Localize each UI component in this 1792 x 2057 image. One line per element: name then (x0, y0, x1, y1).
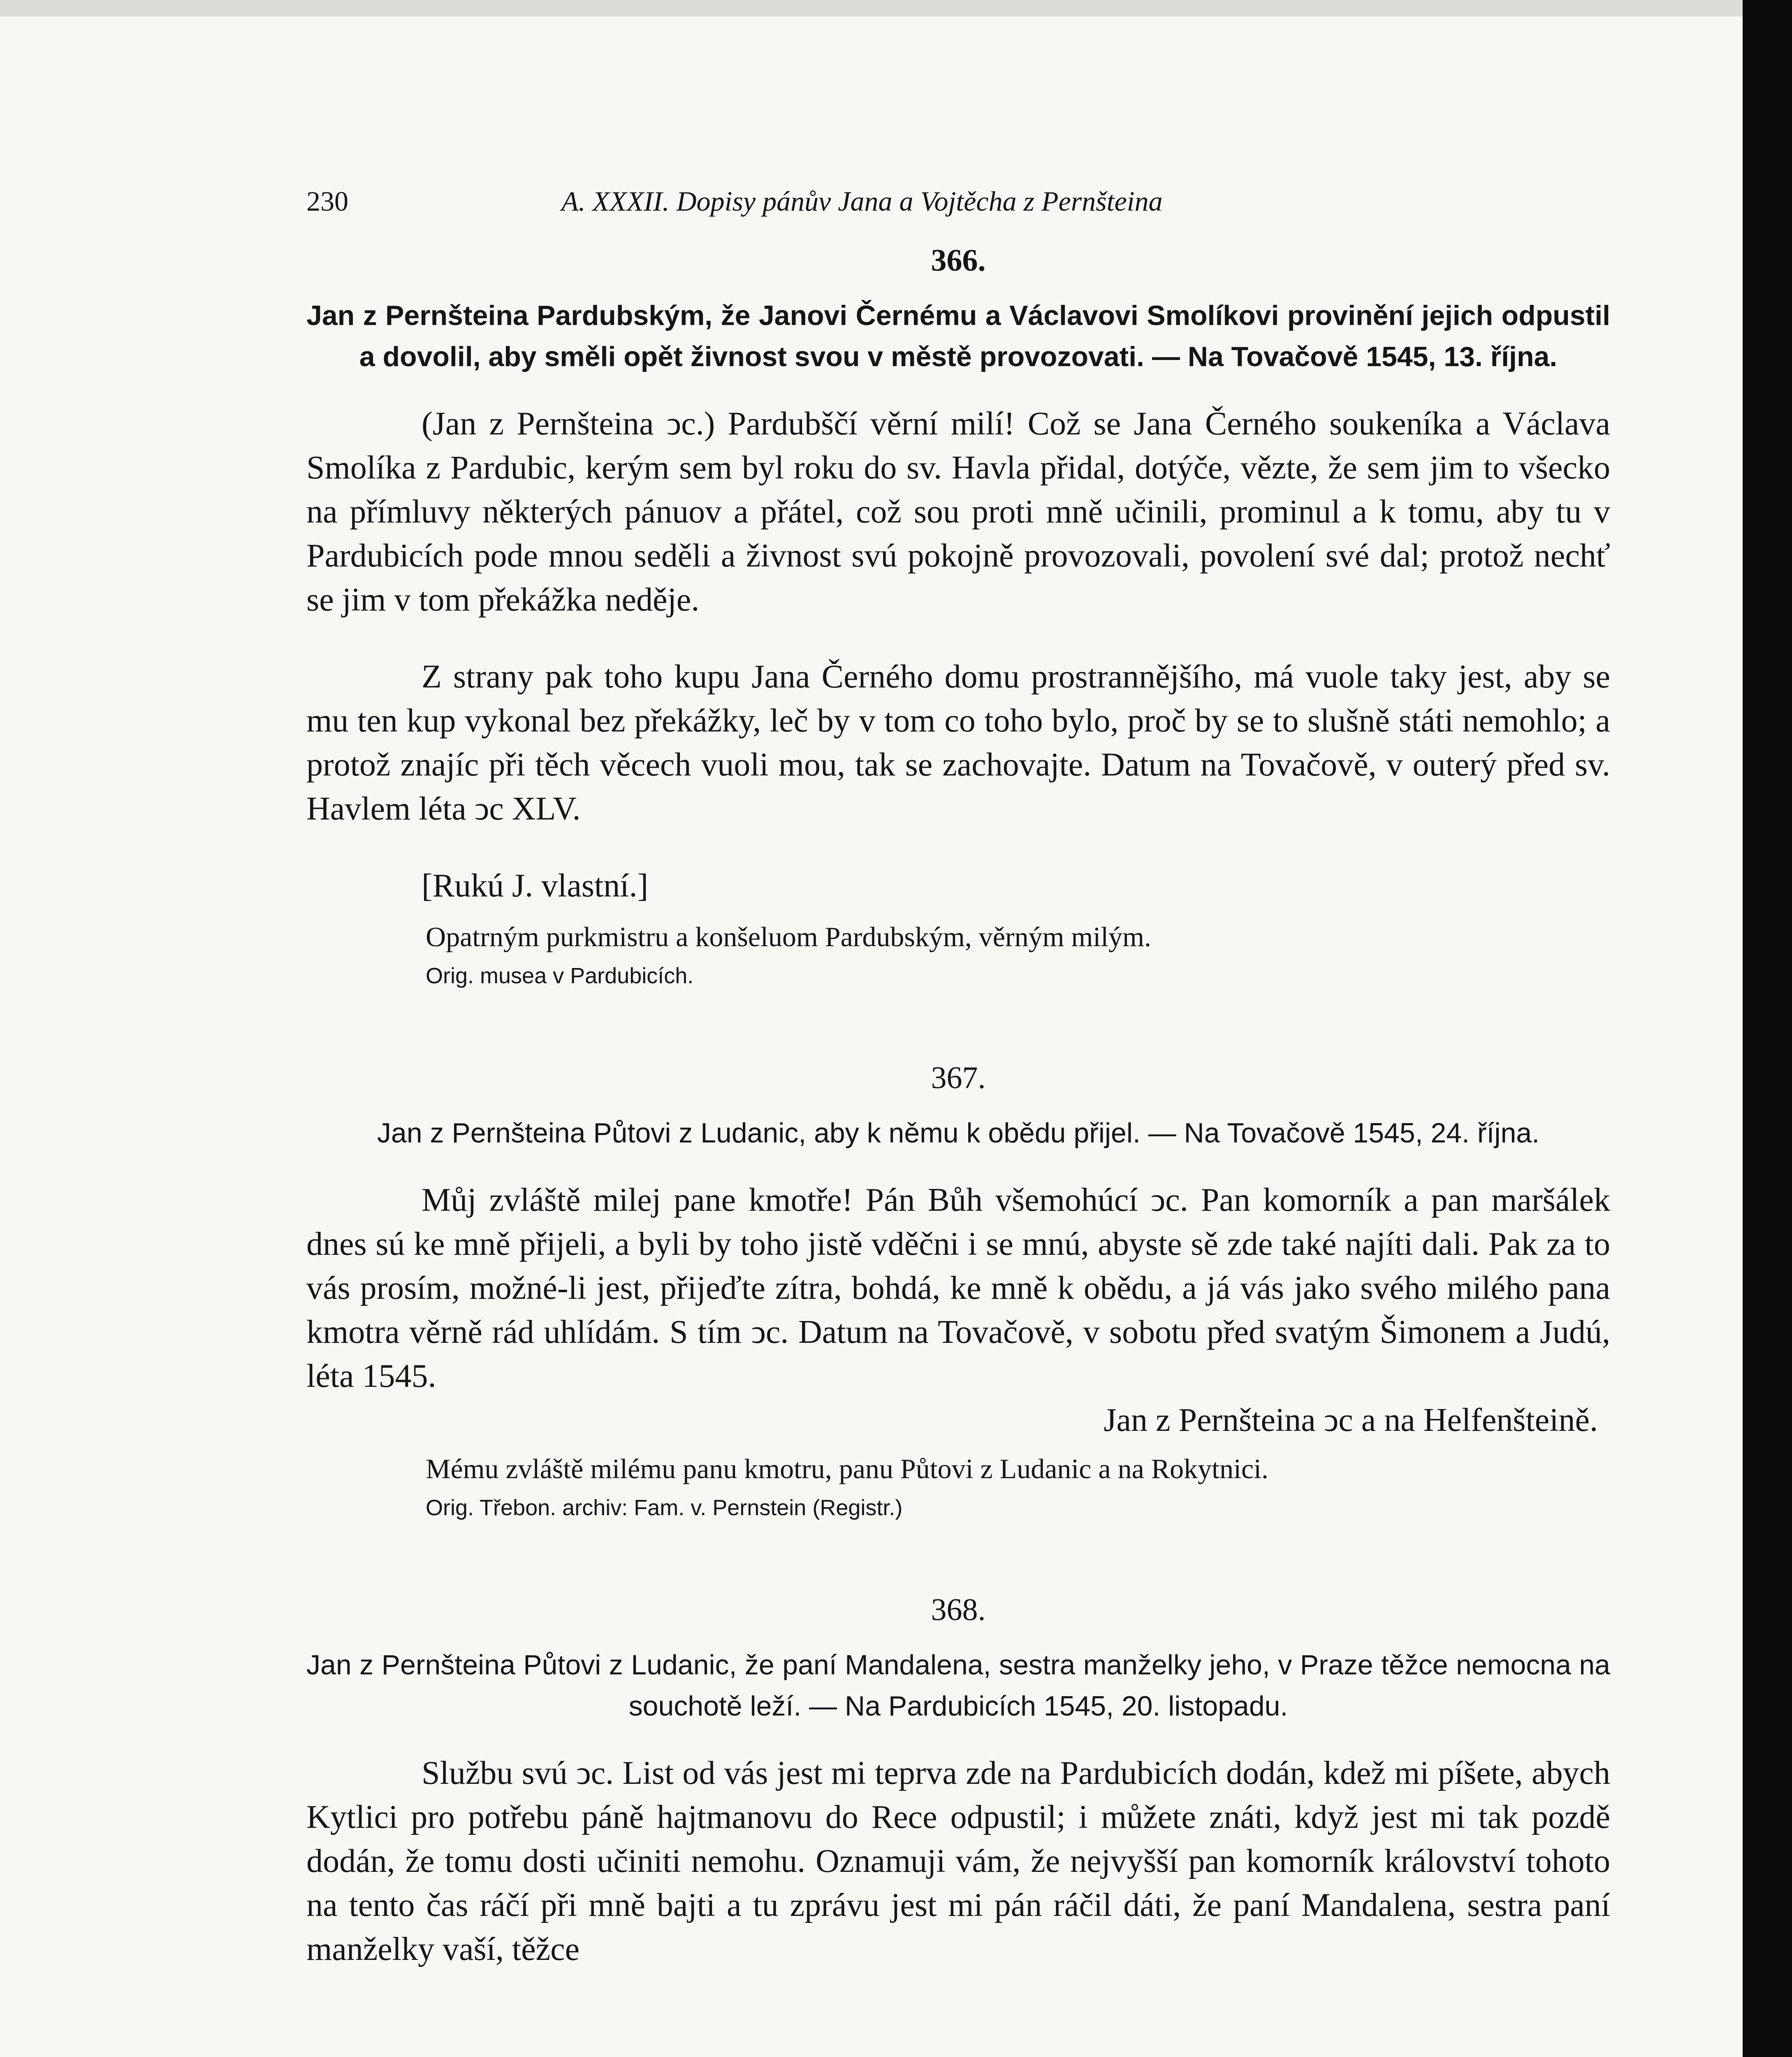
letter-address: Opatrným purkmistru a konšeluom Pardubským, věrným milým. (426, 921, 1152, 952)
letter-number: 366. (931, 243, 986, 278)
letter-number: 367. (931, 1061, 986, 1095)
scan-edge-right (1743, 0, 1792, 2057)
letter-source: Orig. musea v Pardubicích. (426, 963, 694, 988)
letter-regest: Jan z Pernšteina Půtovi z Ludanic, že paní Mandalena, sestra manželky jeho, v Praze těžce nemocna na souchotě leží. — Na Pardubicích 1545, 20. listopadu. (306, 1649, 1610, 1722)
letter-signature: Jan z Pernšteina ↄc a na Helfenšteině. (1103, 1402, 1598, 1438)
letter-address: Mému zvláště milému panu kmotru, panu Půtovi z Ludanic a na Rokytnici. (426, 1453, 1269, 1484)
letter-paragraph: Z strany pak toho kupu Jana Černého domu prostrannějšího, má vuole taky jest, aby se mu ten kup vykonal bez překážky, leč by v tom co toho bylo, proč by se to slušně státi nemohlo; a protož znajíc při těch věcech vuoli mou, tak se zachovajte. Datum na Tovačově, v outerý před sv. Havlem léta ↄc XLV. (306, 659, 1610, 827)
letter-regest: Jan z Pernšteina Pardubským, že Janovi Černému a Václavovi Smolíkovi provinění jejich odpustil a dovolil, aby směli opět živnost svou v městě provozovati. — Na Tovačově 1545, 13. října. (306, 300, 1610, 372)
letter-note-autograph: [Rukú J. vlastní.] (422, 868, 649, 904)
letter-number: 368. (931, 1593, 986, 1627)
page-header (306, 173, 1610, 226)
letter-366 (306, 243, 1610, 994)
page-number: 230 (306, 186, 348, 217)
letter-regest: Jan z Pernšteina Půtovi z Ludanic, aby k němu k obědu přijel. — Na Tovačově 1545, 24. října. (377, 1117, 1540, 1149)
letter-367 (306, 1060, 1610, 1526)
letter-paragraph: Můj zvláště milej pane kmotře! Pán Bůh všemohúcí ↄc. Pan komorník a pan maršálek dnes sú ke mně přijeli, a byli by toho jistě vděčni i se mnú, abyste sě zde také najíti dali. Pak za to vás prosím, možné-li jest, přijeďte zítra, bohdá, ke mně k obědu, a já vás jako svého milého pana kmotra věrně rád uhlídám. S tím ↄc. Datum na Tovačově, v sobotu před svatým Šimonem a Judú, léta 1545. (306, 1182, 1610, 1394)
running-title: A. XXXII. Dopisy pánův Jana a Vojtěcha z Pernšteina (561, 186, 1163, 217)
letter-source: Orig. Třebon. archiv: Fam. v. Pernstein (Registr.) (426, 1495, 903, 1520)
letter-368 (306, 1592, 1610, 1971)
scan-edge-top (0, 0, 1792, 16)
section-gap (306, 1526, 1610, 1576)
book-page (306, 173, 1610, 2004)
letter-paragraph: Službu svú ↄc. List od vás jest mi teprva zde na Pardubicích dodán, kdež mi píšete, abych Kytlici pro potřebu páně hajtmanovu do Rece odpustil; i můžete znáti, když jest mi tak pozdě dodán, že tomu dosti učiniti nemohu. Oznamuji vám, že nejvyšší pan komorník království tohoto na tento čas ráčí při mně bajti a tu zprávu jest mi pán ráčil dáti, že paní Mandalena, sestra paní manželky vaší, těžce (306, 1755, 1610, 1967)
letter-paragraph: (Jan z Pernšteina ↄc.) Pardubščí věrní milí! Což se Jana Černého soukeníka a Václava Smolíka z Pardubic, kerým sem byl roku do sv. Havla přidal, dotýče, vězte, že sem jim to všecko na přímluvy některých pánuov a přátel, což sou proti mně učinili, prominul a k tomu, aby tu v Pardubicích pode mnou seděli a živnost svú pokojně provozovali, povolení své dal; protož nechť se jim v tom překážka neděje. (306, 406, 1610, 618)
section-gap (306, 994, 1610, 1044)
